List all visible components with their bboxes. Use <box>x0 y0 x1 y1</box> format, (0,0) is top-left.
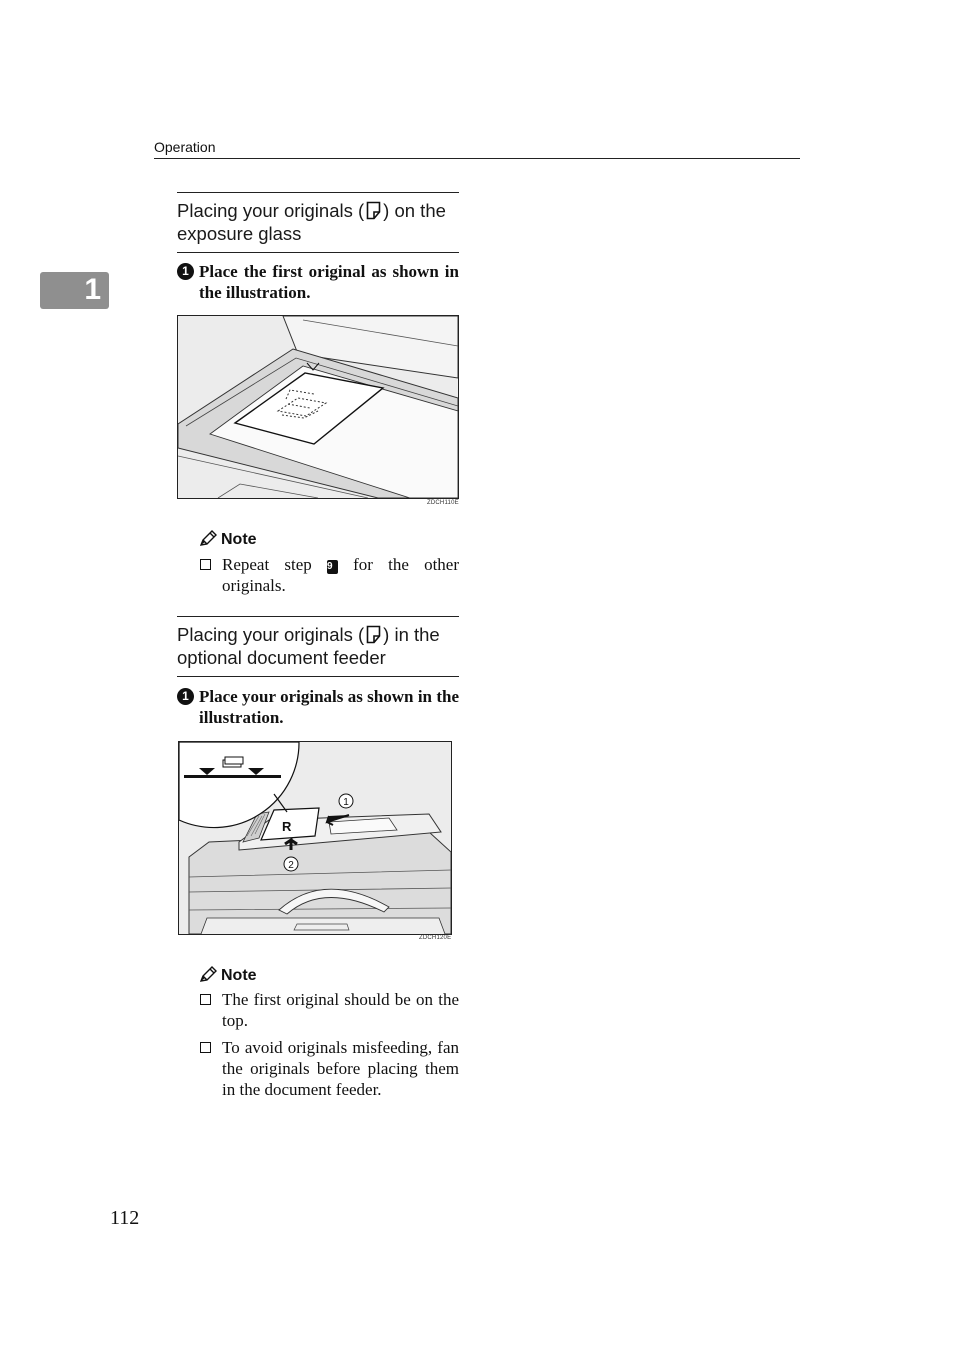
exposure-glass-illustration <box>177 315 459 499</box>
step-reference-badge: 9 <box>327 560 338 574</box>
square-bullet-icon <box>200 994 211 1005</box>
note-text <box>222 554 459 596</box>
copier-feeder-drawing <box>179 742 451 934</box>
square-bullet-icon <box>200 559 211 570</box>
step-number-badge: 1 <box>177 688 194 705</box>
copier-glass-drawing <box>178 316 458 498</box>
note-text-part: for the other originals. <box>222 555 460 595</box>
note-item <box>200 554 459 596</box>
step-text: Place your originals as shown in the illustration. <box>199 687 459 727</box>
section-rule-bottom <box>177 252 459 253</box>
section-rule-top <box>177 192 459 193</box>
section-rule-top <box>177 616 459 617</box>
note-item <box>200 989 459 1031</box>
note-heading <box>200 530 257 549</box>
document-feeder-illustration <box>178 741 452 935</box>
section-title-suffix: ) in the optional document feeder <box>177 624 440 668</box>
step-1-exposure-glass <box>177 261 459 303</box>
callout-1: 1 <box>343 797 349 808</box>
note-item <box>200 1037 459 1100</box>
section-rule-bottom <box>177 676 459 677</box>
running-head: Operation <box>154 139 216 155</box>
note-text: The first original should be on the top. <box>222 990 459 1030</box>
portrait-document-icon <box>366 201 381 220</box>
chapter-number: 1 <box>84 273 101 306</box>
note-text-part: Repeat step <box>222 555 312 574</box>
callout-2: 2 <box>288 860 294 871</box>
figure-code: ZDCH110E <box>427 500 459 506</box>
figure-letter: R <box>282 819 292 834</box>
note-text: To avoid originals misfeeding, fan the originals before placing them in the document feeder. <box>222 1038 459 1099</box>
pencil-icon <box>200 530 218 546</box>
section-title-document-feeder <box>177 623 467 669</box>
page-number: 112 <box>110 1207 140 1229</box>
step-1-document-feeder <box>177 686 459 728</box>
step-text: Place the first original as shown in the illustration. <box>199 262 459 302</box>
pencil-icon <box>200 966 218 982</box>
chapter-tab <box>40 272 109 309</box>
step-number-badge: 1 <box>177 263 194 280</box>
square-bullet-icon <box>200 1042 211 1053</box>
note-label: Note <box>221 967 257 984</box>
note-label: Note <box>221 531 257 548</box>
header-rule <box>154 158 800 159</box>
section-title-prefix: Placing your originals ( <box>177 200 365 221</box>
section-title-exposure-glass <box>177 199 467 245</box>
figure-code: ZDCH120E <box>419 935 452 941</box>
section-title-prefix: Placing your originals ( <box>177 624 365 645</box>
note-heading <box>200 966 257 985</box>
portrait-document-icon <box>366 625 381 644</box>
section-title-suffix: ) on the exposure glass <box>177 200 446 244</box>
